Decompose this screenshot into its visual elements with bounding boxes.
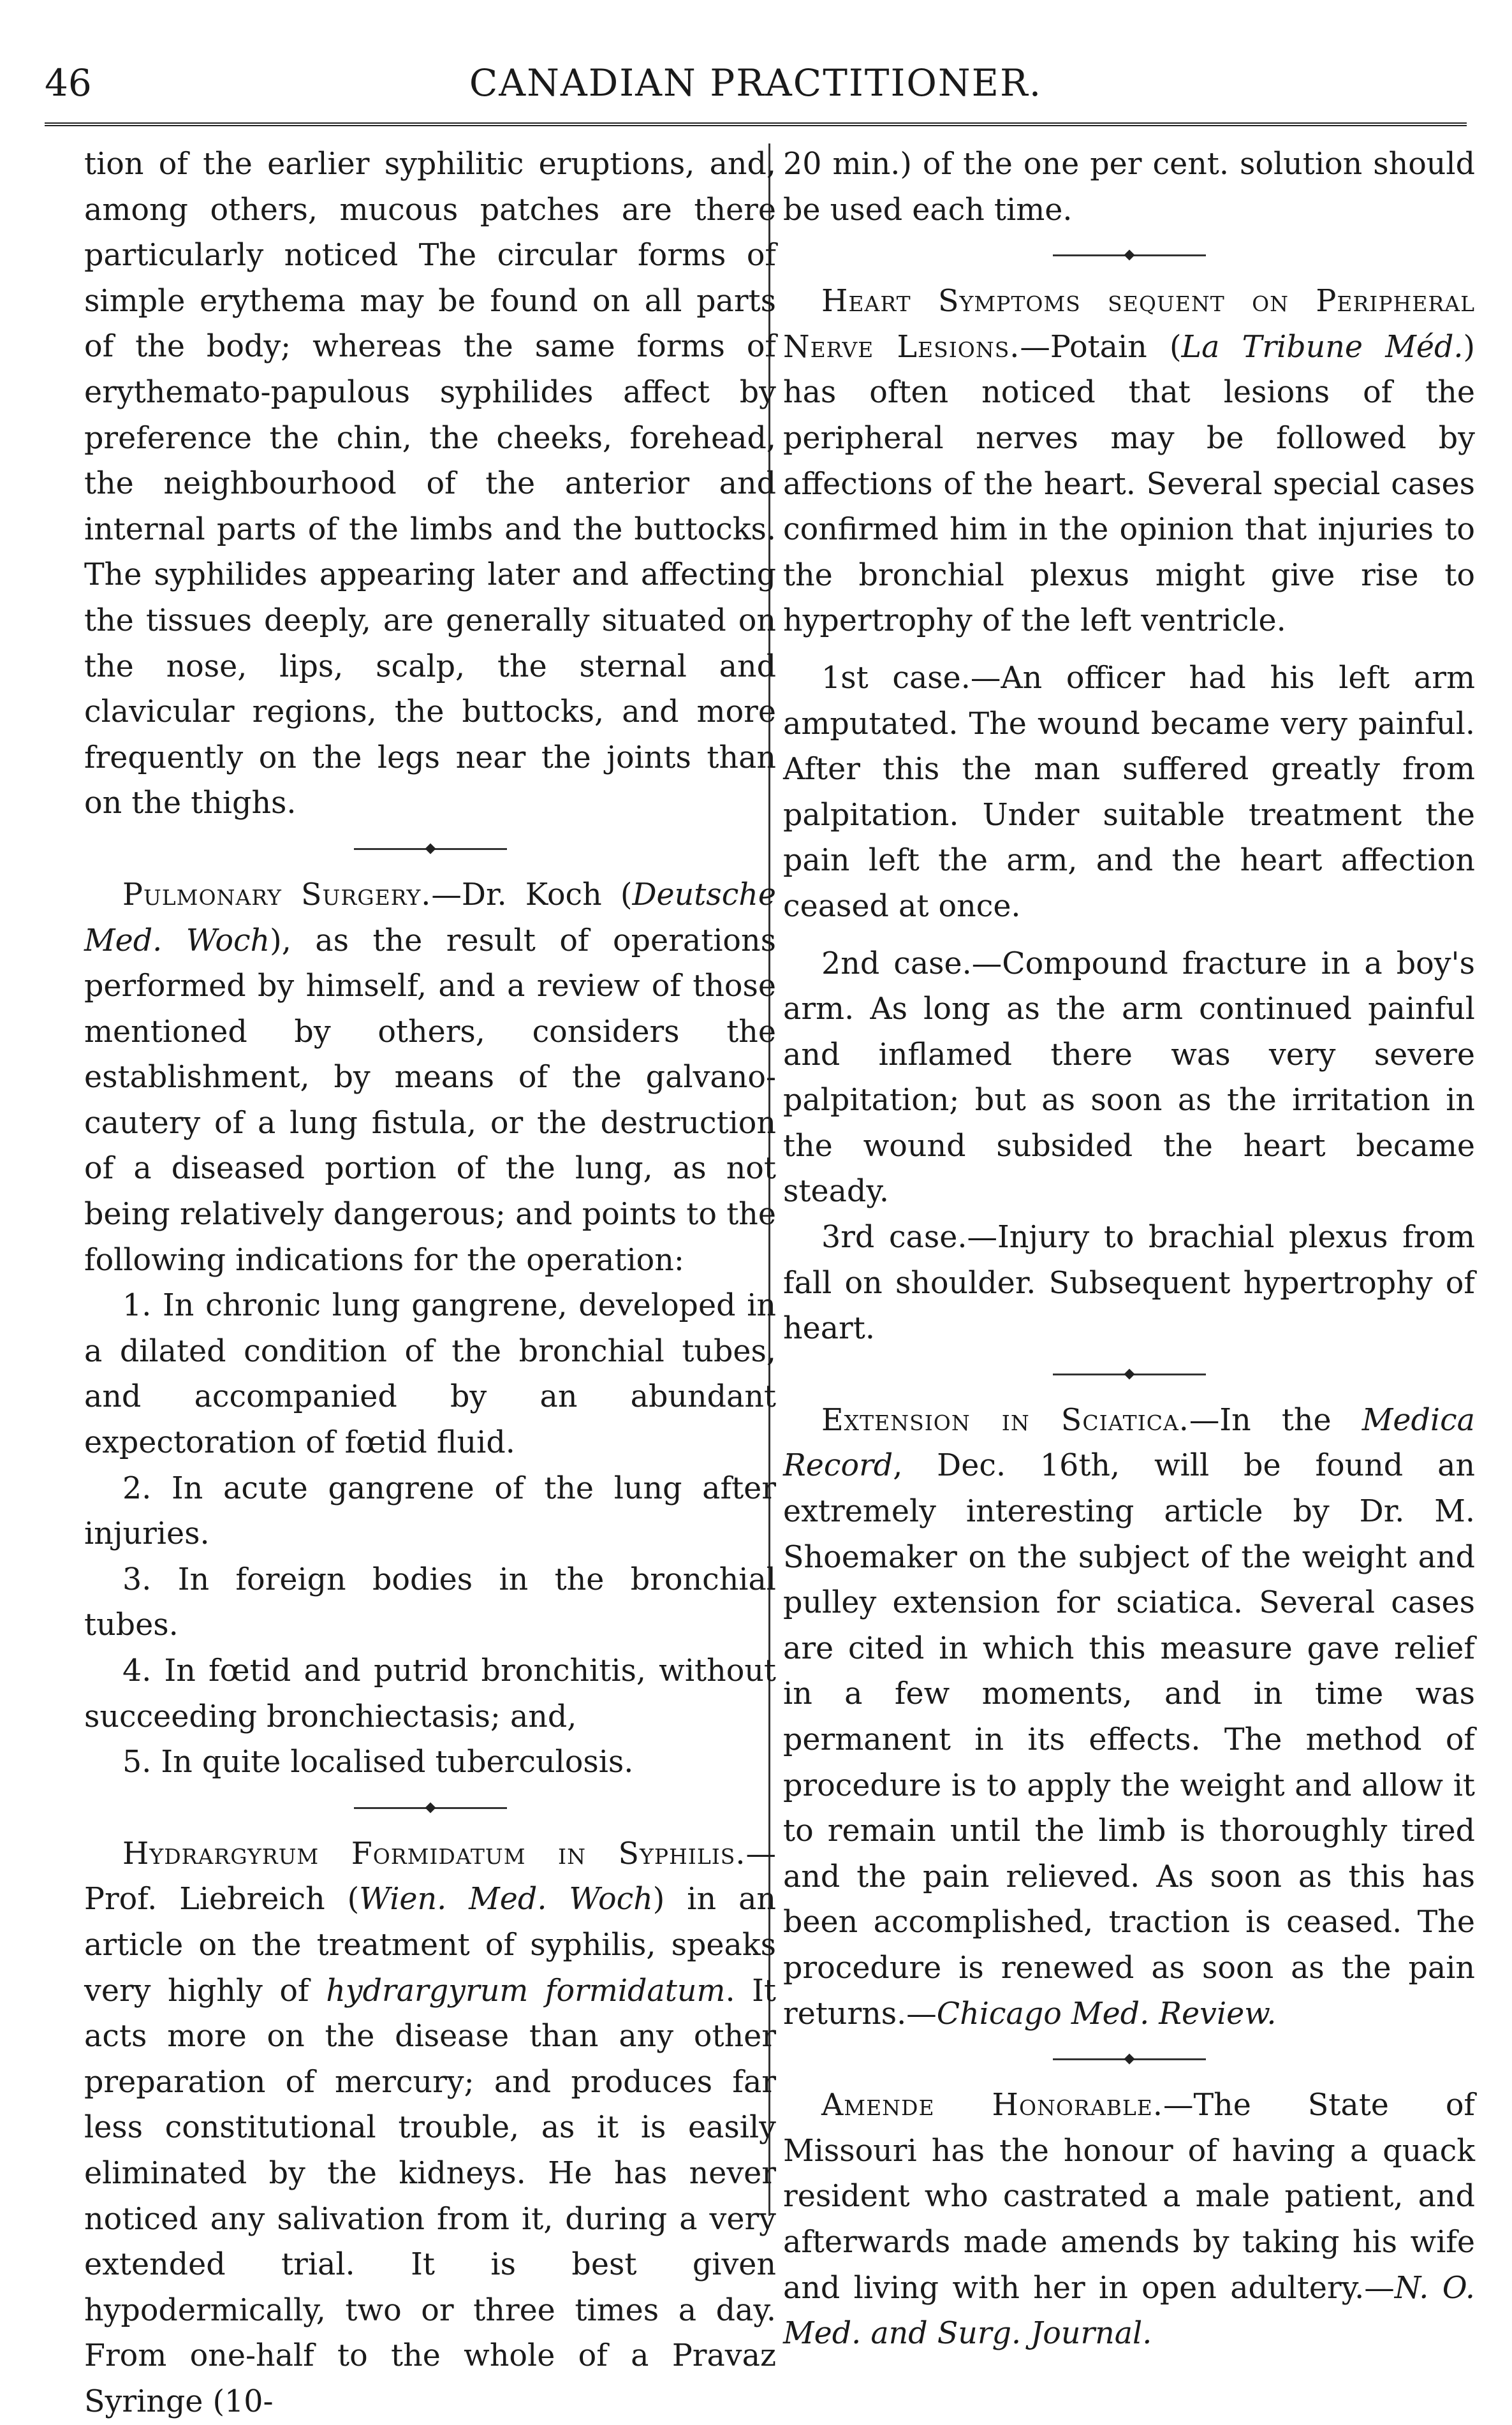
pulmonary-surgery-heading: Pulmonary Surgery. <box>122 877 432 912</box>
amende-citation: N. O. Med. and Surg. Journal. <box>783 2270 1475 2352</box>
case-paragraph: 2nd case.—Compound fracture in a boy's arm. As long as the arm continued painful and inflamed there was very severe palpitation; but as soon as the irritation in the wound subsided the heart became steady. <box>783 946 1475 1210</box>
section-separator <box>783 2037 1475 2083</box>
hydrargyrum-drug-name: hydrargyrum formidatum <box>326 1973 726 2009</box>
indication-item: 2. In acute gangrene of the lung after injuries. <box>84 1470 776 1552</box>
sciatica-source: Medica Record <box>783 1402 1475 1484</box>
continuation-paragraph: 20 min.) of the one per cent. solution should be used each time. <box>783 147 1475 228</box>
hydrargyrum-text-b: ) in an article on the treatment of syphilis, speaks very highly of <box>84 1882 776 2009</box>
page-number: 46 <box>45 61 92 105</box>
pulmonary-text-a: —Dr. Koch ( <box>431 877 633 912</box>
section-separator <box>783 233 1475 279</box>
indication-item: 1. In chronic lung gangrene, developed in a dilated condition of the bronchial tubes, and accompanied by an abundant expectoration of fœtid fluid. <box>84 1288 776 1461</box>
amende-honorable-heading: Amende Honorable. <box>821 2088 1163 2123</box>
case-paragraph: 3rd case.—Injury to brachial plexus from fall on shoulder. Subsequent hypertrophy of heart. <box>783 1220 1475 1347</box>
amende-text: —The State of Missouri has the honour of having a quack resident who castrated a male patient, and afterwards made amends by taking his wife and living with her in open adultery.— <box>783 2088 1475 2306</box>
sciatica-article <box>783 1398 1475 2037</box>
heart-source: La Tribune Méd. <box>1181 329 1464 365</box>
hydrargyrum-source: Wien. Med. Woch <box>359 1882 653 1917</box>
hydrargyrum-heading: Hydrargyrum Formidatum in Syphilis. <box>122 1836 746 1872</box>
header-rule <box>45 122 1467 126</box>
sciatica-text-a: —In the <box>1189 1402 1362 1438</box>
indication-item: 5. In quite localised tuberculosis. <box>122 1745 634 1780</box>
heart-symptoms-heading: Heart Symptoms sequent on Peripheral Nerve Lesions. <box>783 284 1475 365</box>
right-column <box>783 142 1475 2357</box>
pulmonary-text-b: ), as the result of operations performed by himself, and a review of those mentioned by others, considers the establishment, by means of the galvano-cautery of a lung fistula, or the destruction of a diseased portion of the lung, as not being relatively dangerous; and points to the following indications for the operation: <box>84 923 776 1278</box>
section-separator <box>84 826 776 872</box>
amende-honorable-article <box>783 2083 1475 2357</box>
hydrargyrum-text-c: . It acts more on the disease than any other preparation of mercury; and produces far less constitutional trouble, as it is easily eliminated by the kidneys. He has never noticed any salivation from it, during a very extended trial. It is best given hypodermically, two or three times a day. From one-half to the whole of a Pravaz Syringe (10- <box>84 1973 776 2419</box>
indication-item: 3. In foreign bodies in the bronchial tubes. <box>84 1562 776 1643</box>
running-title: CANADIAN PRACTITIONER. <box>469 61 1043 105</box>
hydrargyrum-article <box>84 1831 776 2425</box>
section-separator <box>783 1352 1475 1398</box>
sciatica-heading: Extension in Sciatica. <box>821 1402 1189 1438</box>
sciatica-text-b: , Dec. 16th, will be found an extremely interesting article by Dr. M. Shoemaker on the subject of the weight and pulley extension for sciatica. Several cases are cited in which this measure gave relief in a few moments, and in time was permanent in its effects. The method of procedure is to apply the weight and allow it to remain until the limb is thoroughly tired and the pain relieved. As soon as this has been accomplished, traction is ceased. The procedure is renewed as soon as the pain returns.— <box>783 1448 1475 2032</box>
left-column <box>84 142 776 2425</box>
heart-text-b: ) has often noticed that lesions of the peripheral nerves may be followed by affections of the heart. Several special cases confirmed him in the opinion that injuries to the bronchial plexus might give rise to hypertrophy of the left ventricle. <box>783 329 1475 639</box>
heart-symptoms-article <box>783 279 1475 644</box>
hydrargyrum-text-a: —Prof. Liebreich ( <box>84 1836 776 1917</box>
page-header <box>45 54 1467 112</box>
section-separator <box>84 1785 776 1831</box>
pulmonary-surgery-article <box>84 872 776 1283</box>
heart-text-a: —Potain ( <box>1020 329 1182 365</box>
indication-item: 4. In fœtid and putrid bronchitis, without succeeding bronchiectasis; and, <box>84 1653 776 1734</box>
sciatica-citation: Chicago Med. Review. <box>936 1996 1277 2032</box>
pulmonary-source: Deutsche Med. Woch <box>84 877 776 958</box>
case-paragraph: 1st case.—An officer had his left arm amputated. The wound became very painful. After this the man suffered greatly from palpitation. Under suitable treatment the pain left the arm, and the heart affection ceased at once. <box>783 660 1475 924</box>
syphilides-paragraph: tion of the earlier syphilitic eruptions, and, among others, mucous patches are there particularly noticed The circular forms of simple erythema may be found on all parts of the body; whereas the same forms of erythemato-papulous syphilides affect by preference the chin, the cheeks, forehead, the neighbourhood of the anterior and internal parts of the limbs and the buttocks. The syphilides appearing later and affecting the tissues deeply, are generally situated on the nose, lips, scalp, the sternal and clavicular regions, the buttocks, and more frequently on the legs near the joints than on the thighs. <box>84 147 776 821</box>
